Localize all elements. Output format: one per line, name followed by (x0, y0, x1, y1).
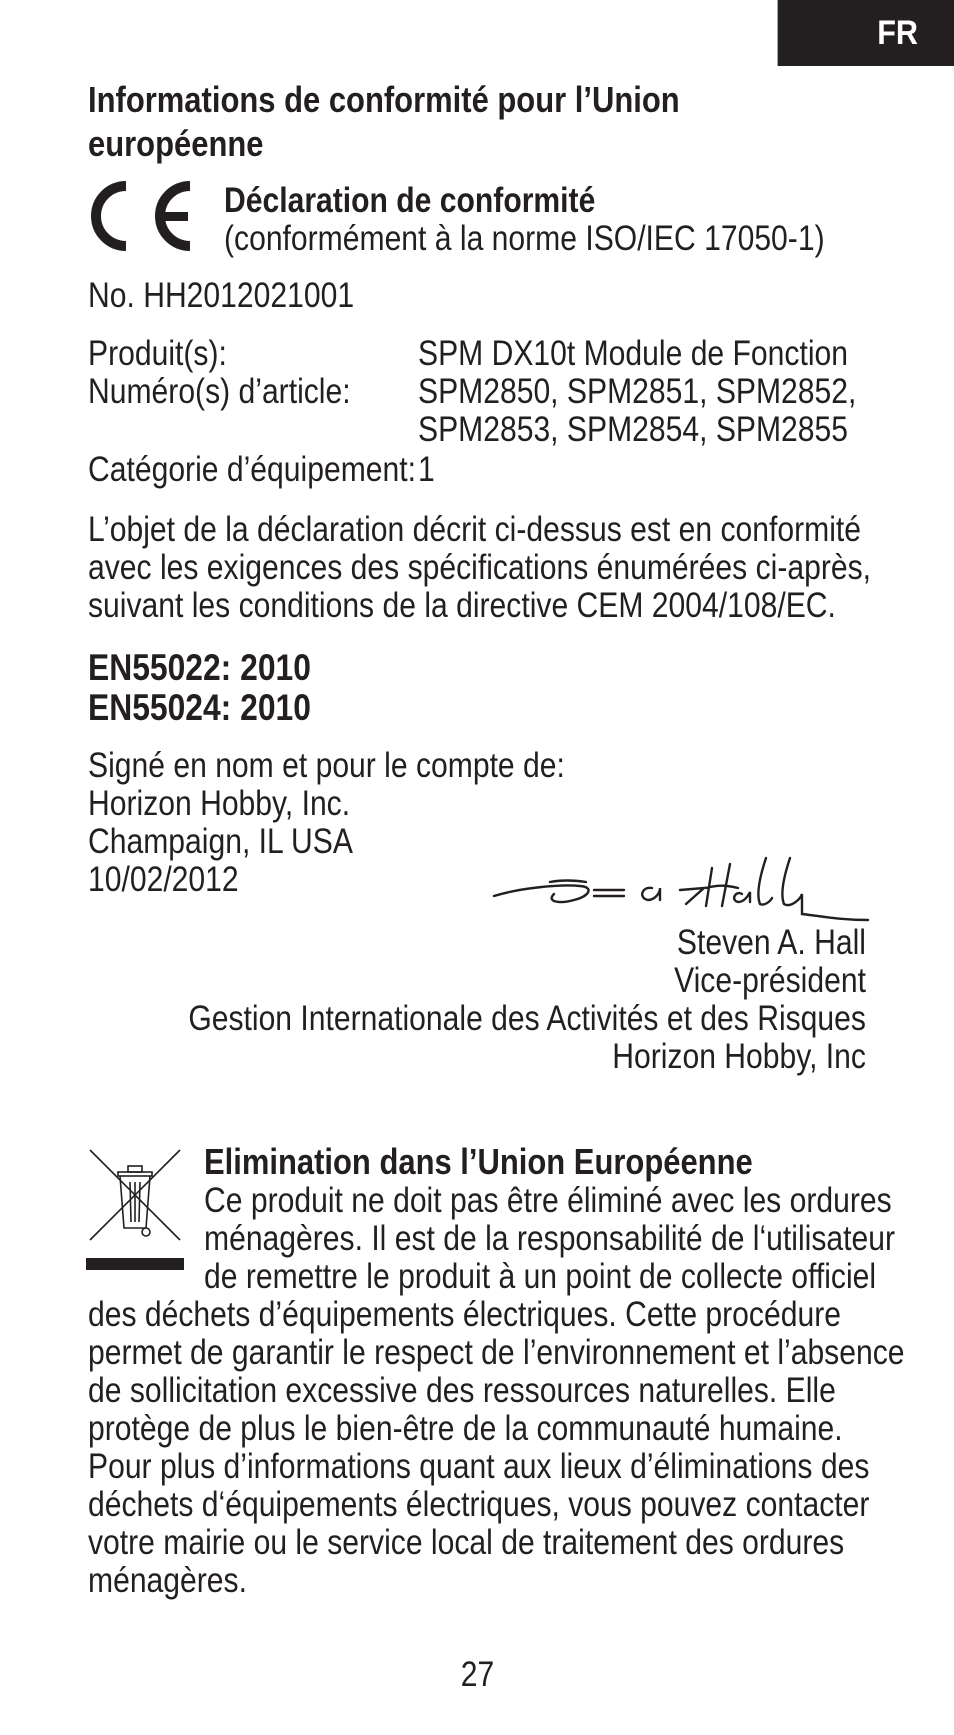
disposal-line: ménagères. (88, 1561, 247, 1600)
article-label: Numéro(s) d’article: (88, 372, 351, 411)
category-value: 1 (418, 450, 435, 489)
disposal-text-full (88, 1296, 905, 1600)
declaration-title: Déclaration de conformité (224, 181, 596, 220)
statement-line: suivant les conditions de la directive CEM 2004/108/EC. (88, 586, 836, 625)
signer-name: Steven A. Hall (676, 923, 866, 962)
standard-item: EN55022: 2010 (88, 647, 311, 688)
signature-image (490, 854, 870, 924)
signed-line: Signé en nom et pour le compte de: (88, 746, 565, 785)
conformity-statement (88, 511, 871, 625)
section-title-line: européenne (88, 123, 264, 164)
product-label: Produit(s): (88, 334, 227, 373)
declaration-subtitle: (conformément à la norme ISO/IEC 17050-1) (224, 219, 825, 258)
disposal-title: Elimination dans l’Union Européenne (204, 1141, 753, 1182)
disposal-text-indented (204, 1182, 895, 1296)
signer-company: Horizon Hobby, Inc (612, 1037, 866, 1076)
article-value: SPM2850, SPM2851, SPM2852, (418, 372, 857, 411)
disposal-line: des déchets d’équipements électriques. Cette procédure (88, 1295, 841, 1334)
statement-line: avec les exigences des spécifications énumérées ci-après, (88, 548, 872, 587)
signed-line: Champaign, IL USA (88, 822, 353, 861)
signed-line: Horizon Hobby, Inc. (88, 784, 351, 823)
statement-line: L’objet de la déclaration décrit ci-dessus est en conformité (88, 510, 861, 549)
disposal-line: Pour plus d’informations quant aux lieux d’éliminations des (88, 1447, 870, 1486)
disposal-line: permet de garantir le respect de l’environnement et l’absence (88, 1333, 905, 1372)
signed-date: 10/02/2012 (88, 860, 239, 899)
section-title (88, 78, 680, 166)
signer-department: Gestion Internationale des Activités et des Risques (188, 999, 866, 1038)
signer-title: Vice-président (674, 961, 866, 1000)
disposal-line: protège de plus le bien-être de la communauté humaine. (88, 1409, 843, 1448)
disposal-line: de remettre le produit à un point de collecte officiel (204, 1257, 877, 1296)
page-number-text: 27 (460, 1655, 494, 1694)
disposal-line: de sollicitation excessive des ressources naturelles. Elle (88, 1371, 836, 1410)
weee-crossed-bin-icon (86, 1146, 184, 1272)
declaration-number: No. HH2012021001 (88, 276, 355, 315)
standard-item: EN55024: 2010 (88, 687, 311, 728)
disposal-line: votre mairie ou le service local de traitement des ordures (88, 1523, 845, 1562)
disposal-line: déchets d‘équipements électriques, vous pouvez contacter (88, 1485, 870, 1524)
ce-mark-icon (86, 180, 202, 252)
disposal-line: Ce produit ne doit pas être éliminé avec les ordures (204, 1181, 892, 1220)
product-value: SPM DX10t Module de Fonction (418, 334, 848, 373)
category-label: Catégorie d’équipement: (88, 450, 416, 489)
section-title-line: Informations de conformité pour l’Union (88, 79, 680, 120)
page-number (0, 1655, 954, 1695)
disposal-line: ménagères. Il est de la responsabilité de l‘utilisateur (204, 1219, 896, 1258)
standards-list (88, 648, 311, 728)
language-tab: FR (778, 0, 954, 66)
signer-block (188, 924, 866, 1076)
article-value: SPM2853, SPM2854, SPM2855 (418, 410, 849, 449)
